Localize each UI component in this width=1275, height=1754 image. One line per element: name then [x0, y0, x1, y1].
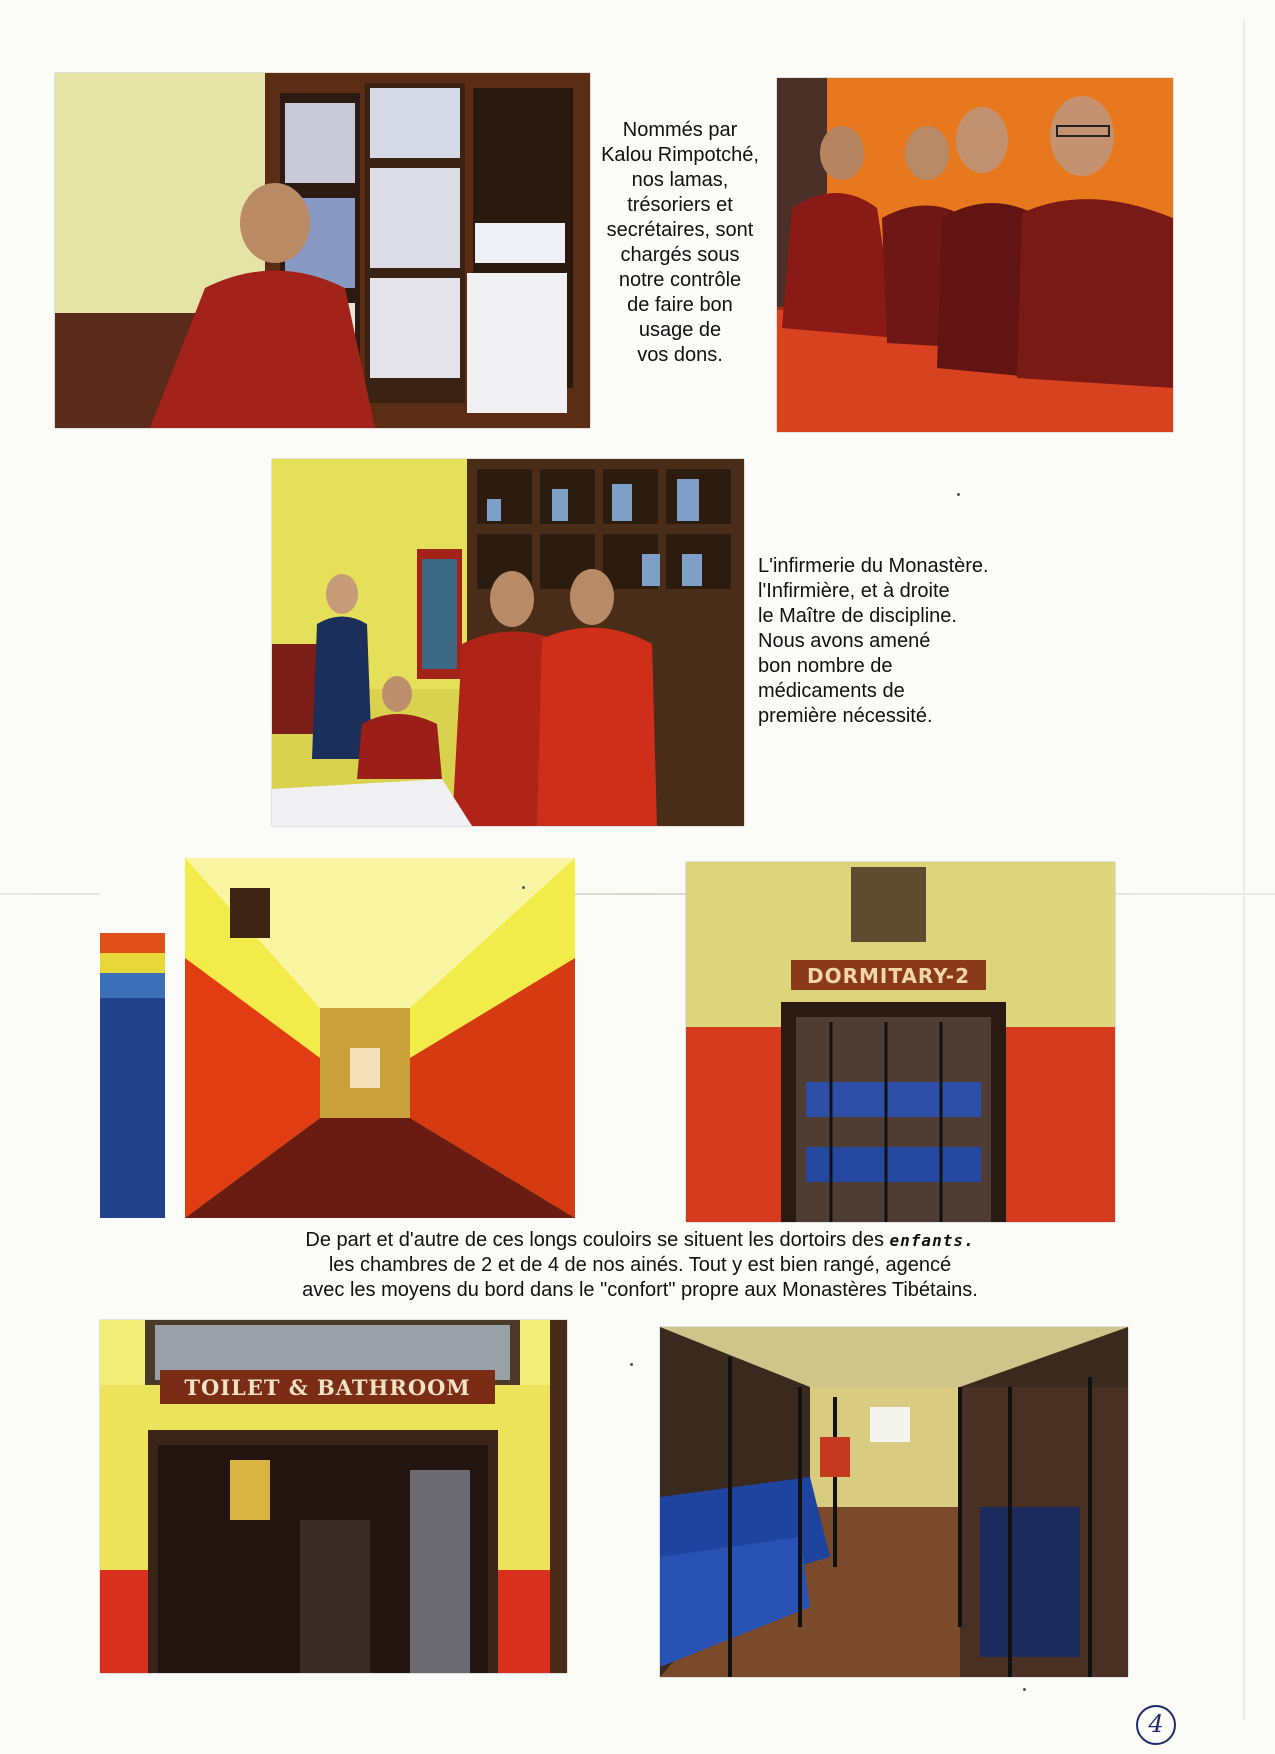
photo-infirmary [272, 459, 744, 826]
caption-line: les chambres de 2 et de 4 de nos ainés. Tout y est bien rangé, agencé [328, 1254, 952, 1276]
dormitory-sign: DORMITARY-2 [807, 964, 970, 988]
caption-text: De part et d'autre de ces longs couloirs se situent les dortoirs des [305, 1229, 884, 1251]
caption-line: bon nombre de [758, 655, 893, 677]
caption-line: secrétaires, sont [606, 219, 754, 241]
speck [957, 493, 960, 496]
caption-line: première nécessité. [758, 705, 933, 727]
caption-line: de faire bon [627, 294, 733, 316]
caption-line: trésoriers et [627, 194, 733, 216]
caption-line: vos dons. [637, 344, 723, 366]
caption-line: l'Infirmière, et à droite [758, 580, 950, 602]
caption-line [100, 1228, 1180, 1253]
photo-toilet-bathroom [100, 1320, 567, 1673]
photo-lama-office [55, 73, 590, 428]
speck [630, 1363, 633, 1366]
caption-line: médicaments de [758, 680, 905, 702]
caption-infirmerie [758, 554, 1058, 729]
speck [1023, 1688, 1026, 1691]
page-number: 4 [1136, 1705, 1176, 1745]
handwritten-word: enfants. [889, 1231, 975, 1250]
caption-line: L'infirmerie du Monastère. [758, 555, 989, 577]
caption-line: notre contrôle [618, 269, 742, 291]
speck [522, 886, 525, 889]
caption-line: Nommés par [622, 119, 738, 141]
caption-line: le Maître de discipline. [758, 605, 957, 627]
caption-lamas [590, 118, 770, 368]
toilet-bathroom-sign: TOILET & BATHROOM [184, 1375, 471, 1400]
photo-four-lamas [777, 78, 1173, 432]
caption-line: Nous avons amené [758, 630, 931, 652]
caption-line: avec les moyens du bord dans le "confort" propre aux Monastères Tibétains. [302, 1279, 978, 1301]
photo-corridor [100, 858, 575, 1218]
caption-line: chargés sous [620, 244, 740, 266]
caption-line: usage de [638, 319, 722, 341]
caption-couloirs [100, 1228, 1180, 1303]
caption-line: Kalou Rimpotché, [601, 144, 759, 166]
photo-dormitory-door [686, 862, 1115, 1222]
page-edge [1243, 20, 1245, 1720]
photo-dormitory-interior [660, 1327, 1128, 1677]
caption-line: nos lamas, [631, 169, 729, 191]
